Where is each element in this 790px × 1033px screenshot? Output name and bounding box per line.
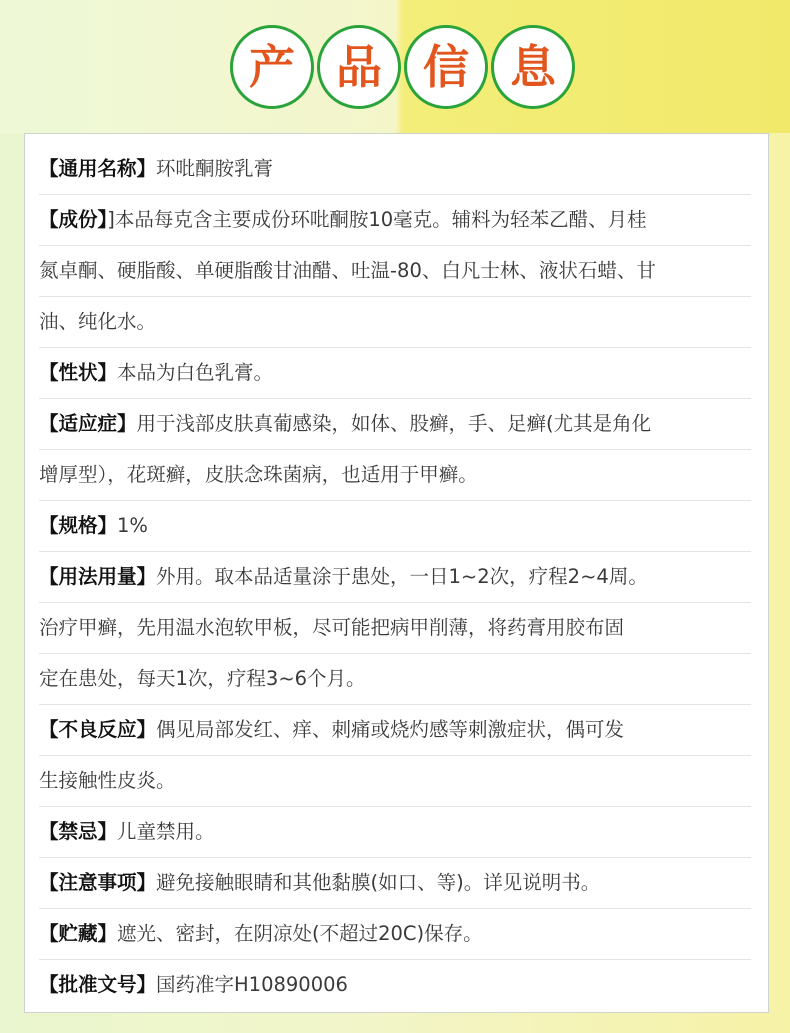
info-row-precautions — [39, 858, 751, 909]
row-text: 增厚型），花斑癣，皮肤念珠菌病，也适用于甲癣。 — [39, 463, 478, 486]
row-text: 治疗甲癣，先用温水泡软甲板，尽可能把病甲削薄，将药膏用胶布固 — [39, 616, 625, 639]
row-text: 本品为白色乳膏。 — [117, 361, 274, 384]
product-info-card — [24, 133, 769, 1013]
title-char-circle: 信 — [404, 25, 488, 109]
row-text: 油、纯化水。 — [39, 310, 157, 333]
row-label: 【成份】 — [39, 208, 108, 231]
info-row-ingredients-cont — [39, 297, 751, 348]
info-row-ingredients-cont — [39, 246, 751, 297]
info-row-dosage — [39, 552, 751, 603]
row-label: 【适应症】 — [39, 412, 137, 435]
row-text: 定在患处，每天1次，疗程3~6个月。 — [39, 667, 366, 690]
info-row-contraindications — [39, 807, 751, 858]
page-title — [230, 25, 578, 109]
row-text: ]本品每克含主要成份环吡酮胺10毫克。辅料为轻苯乙醋、月桂 — [107, 208, 647, 231]
info-row-indications-cont — [39, 450, 751, 501]
row-text: 氮卓酮、硬脂酸、单硬脂酸甘油醋、吐温-80、白凡士林、液状石蜡、甘 — [39, 259, 656, 282]
title-char-circle: 息 — [491, 25, 575, 109]
row-label: 【批准文号】 — [39, 973, 157, 996]
row-text: 用于浅部皮肤真葡感染，如体、股癣，手、足癣(尤其是角化 — [136, 412, 652, 435]
info-row-indications — [39, 399, 751, 450]
row-label: 【通用名称】 — [39, 157, 157, 180]
row-text: 1% — [117, 514, 148, 537]
info-row-adverse-reactions-cont — [39, 756, 751, 807]
row-text: 遮光、密封，在阴凉处(不超过20C)保存。 — [117, 922, 483, 945]
row-text: 避免接触眼睛和其他黏膜(如口、等)。详见说明书。 — [156, 871, 601, 894]
info-row-dosage-cont — [39, 603, 751, 654]
info-list — [39, 144, 751, 1010]
row-label: 【贮藏】 — [39, 922, 118, 945]
row-text: 生接触性皮炎。 — [39, 769, 176, 792]
row-text: 环吡酮胺乳膏 — [156, 157, 274, 180]
info-row-appearance — [39, 348, 751, 399]
row-text: 儿童禁用。 — [117, 820, 215, 843]
info-row-storage — [39, 909, 751, 960]
title-char-circle: 产 — [230, 25, 314, 109]
row-text: 外用。取本品适量涂于患处，一日1~2次，疗程2~4周。 — [156, 565, 648, 588]
info-row-specification — [39, 501, 751, 552]
info-row-approval-number — [39, 960, 751, 1010]
row-label: 【注意事项】 — [39, 871, 157, 894]
row-label: 【用法用量】 — [39, 565, 157, 588]
info-row-ingredients — [39, 195, 751, 246]
row-text: 偶见局部发红、痒、刺痛或烧灼感等刺激症状，偶可发 — [156, 718, 625, 741]
row-label: 【规格】 — [39, 514, 118, 537]
row-label: 【不良反应】 — [39, 718, 157, 741]
row-label: 【禁忌】 — [39, 820, 118, 843]
info-row-adverse-reactions — [39, 705, 751, 756]
row-label: 【性状】 — [39, 361, 118, 384]
info-row-dosage-cont — [39, 654, 751, 705]
row-text: 国药准字H10890006 — [156, 973, 348, 996]
info-row-generic-name — [39, 144, 751, 195]
title-char-circle: 品 — [317, 25, 401, 109]
